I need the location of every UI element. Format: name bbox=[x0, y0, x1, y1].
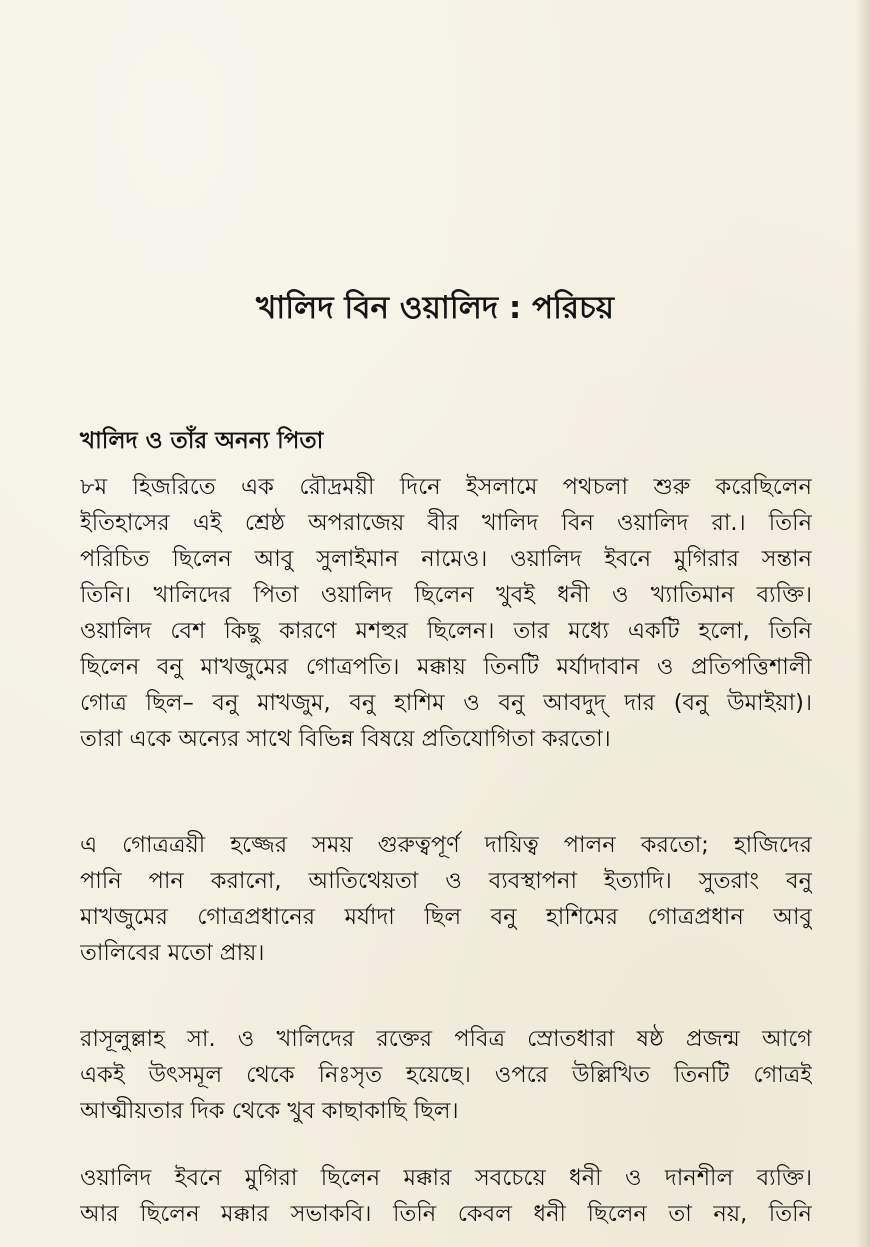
text-line: পানি পান করানো, আতিথেয়তা ও ব্যবস্থাপনা ইত্যাদি। সুতরাং বনু bbox=[80, 868, 812, 894]
text-line: ওয়ালিদ বেশ কিছু কারণে মশহুর ছিলেন। তার মধ্যে একটি হলো, তিনি bbox=[80, 618, 812, 644]
text-line: ছিলেন বনু মাখজুমের গোত্রপতি। মক্কায় তিনটি মর্যাদাবান ও প্রতিপত্তিশালী bbox=[80, 654, 812, 680]
text-line: একই উৎসমূল থেকে নিঃসৃত হয়েছে। ওপরে উল্লিখিত তিনটি গোত্রই bbox=[80, 1062, 812, 1088]
text-line: আর ছিলেন মক্কার সভাকবি। তিনি কেবল ধনী ছিলেন তা নয়, তিনি bbox=[80, 1201, 812, 1227]
text-line: ওয়ালিদ ইবনে মুগিরা ছিলেন মক্কার সবচেয়ে ধনী ও দানশীল ব্যক্তি। bbox=[80, 1165, 812, 1191]
page-edge-shadow bbox=[856, 0, 870, 1247]
text-line: এ গোত্রত্রয়ী হজ্জের সময় গুরুত্বপূর্ণ দায়িত্ব পালন করতো; হাজিদের bbox=[80, 832, 812, 858]
text-line: ইতিহাসের এই শ্রেষ্ঠ অপরাজেয় বীর খালিদ বিন ওয়ালিদ রা.। তিনি bbox=[80, 510, 812, 536]
text-line: তালিবের মতো প্রায়। bbox=[80, 940, 265, 966]
text-line: তিনি। খালিদের পিতা ওয়ালিদ ছিলেন খুবই ধনী ও খ্যাতিমান ব্যক্তি। bbox=[80, 582, 812, 608]
text-line: রাসূলুল্লাহ সা. ও খালিদের রক্তের পবিত্র স্রোতধারা ষষ্ঠ প্রজন্ম আগে bbox=[80, 1026, 812, 1052]
text-line: আত্মীয়তার দিক থেকে খুব কাছাকাছি ছিল। bbox=[80, 1098, 459, 1124]
text-line: ৮ম হিজরিতে এক রৌদ্রময়ী দিনে ইসলামে পথচলা শুরু করেছিলেন bbox=[80, 474, 812, 500]
section-heading: খালিদ ও তাঁর অনন্য পিতা bbox=[80, 428, 324, 454]
text-line: গোত্র ছিল– বনু মাখজুম, বনু হাশিম ও বনু আবদুদ্ দার (বনু উমাইয়া)। bbox=[80, 690, 812, 716]
chapter-title: খালিদ বিন ওয়ালিদ : পরিচয় bbox=[255, 290, 615, 326]
text-line: তারা একে অন্যের সাথে বিভিন্ন বিষয়ে প্রতিযোগিতা করতো। bbox=[80, 726, 611, 752]
text-line: পরিচিত ছিলেন আবু সুলাইমান নামেও। ওয়ালিদ ইবনে মুগিরার সন্তান bbox=[80, 546, 812, 572]
text-line: মাখজুমের গোত্রপ্রধানের মর্যাদা ছিল বনু হাশিমের গোত্রপ্রধান আবু bbox=[80, 904, 812, 930]
